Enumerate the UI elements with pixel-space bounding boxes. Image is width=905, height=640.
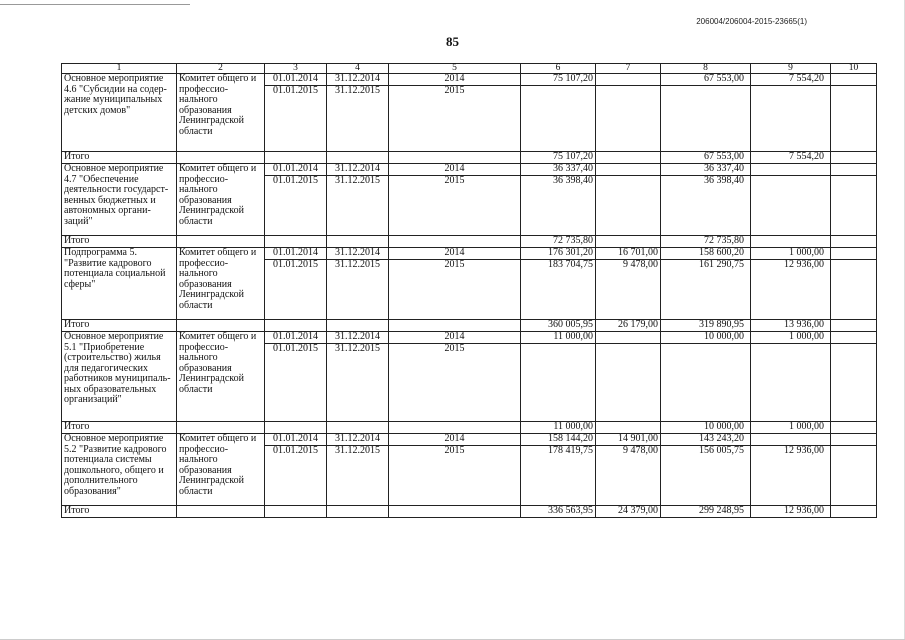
- total-other: [831, 236, 877, 248]
- column-header: 6: [521, 64, 596, 74]
- total-label: Итого: [62, 236, 177, 248]
- total-amount: 336 563,95: [521, 506, 596, 518]
- amount-federal: [596, 164, 661, 176]
- start-date: 01.01.2014: [265, 332, 327, 344]
- total-row: [62, 320, 877, 332]
- table-row: [62, 164, 877, 176]
- amount-total: 176 301,20: [521, 248, 596, 260]
- start-date: 01.01.2015: [265, 86, 327, 152]
- amount-local: [751, 344, 831, 422]
- amount-total: 158 144,20: [521, 434, 596, 446]
- column-header: 9: [751, 64, 831, 74]
- responsible-org: Комитет общего и профессио-нального образования Ленинградской области: [177, 332, 265, 422]
- empty-cell: [177, 422, 265, 434]
- amount-total: 36 337,40: [521, 164, 596, 176]
- empty-cell: [389, 320, 521, 332]
- empty-cell: [389, 152, 521, 164]
- amount-local: [751, 86, 831, 152]
- total-federal: 24 379,00: [596, 506, 661, 518]
- measure-name: Основное мероприятие 4.7 "Обеспечение деятельности государст-венных бюджетных и автономных органи-заций": [62, 164, 177, 236]
- amount-total: [521, 344, 596, 422]
- document-id: 206004/206004-2015-23665(1): [696, 17, 807, 26]
- table-row: [62, 332, 877, 344]
- year: 2015: [389, 176, 521, 236]
- year: 2015: [389, 344, 521, 422]
- end-date: 31.12.2014: [327, 74, 389, 86]
- amount-regional: 36 398,40: [661, 176, 751, 236]
- total-amount: 11 000,00: [521, 422, 596, 434]
- empty-cell: [265, 506, 327, 518]
- amount-regional: 143 243,20: [661, 434, 751, 446]
- total-local: 1 000,00: [751, 422, 831, 434]
- total-other: [831, 320, 877, 332]
- total-label: Итого: [62, 506, 177, 518]
- table-row: [62, 434, 877, 446]
- column-header: 5: [389, 64, 521, 74]
- year: 2014: [389, 332, 521, 344]
- column-header: 1: [62, 64, 177, 74]
- column-header: 8: [661, 64, 751, 74]
- empty-cell: [177, 236, 265, 248]
- end-date: 31.12.2015: [327, 86, 389, 152]
- total-regional: 299 248,95: [661, 506, 751, 518]
- amount-federal: [596, 86, 661, 152]
- amount-total: 75 107,20: [521, 74, 596, 86]
- total-federal: 26 179,00: [596, 320, 661, 332]
- amount-regional: 67 553,00: [661, 74, 751, 86]
- amount-federal: 16 701,00: [596, 248, 661, 260]
- amount-regional: [661, 344, 751, 422]
- start-date: 01.01.2015: [265, 176, 327, 236]
- total-row: [62, 422, 877, 434]
- column-header: 10: [831, 64, 877, 74]
- total-row: [62, 236, 877, 248]
- total-other: [831, 422, 877, 434]
- amount-total: 11 000,00: [521, 332, 596, 344]
- amount-total: 183 704,75: [521, 260, 596, 320]
- empty-cell: [389, 422, 521, 434]
- amount-other: [831, 434, 877, 446]
- responsible-org: Комитет общего и профессио-нального образования Ленинградской области: [177, 248, 265, 320]
- amount-other: [831, 176, 877, 236]
- amount-local: [751, 164, 831, 176]
- total-regional: 67 553,00: [661, 152, 751, 164]
- total-local: 12 936,00: [751, 506, 831, 518]
- year: 2015: [389, 260, 521, 320]
- amount-local: 12 936,00: [751, 260, 831, 320]
- total-amount: 75 107,20: [521, 152, 596, 164]
- empty-cell: [327, 152, 389, 164]
- total-row: [62, 152, 877, 164]
- measure-name: Основное мероприятие 5.1 "Приобретение (строительство) жилья для педагогических работников муниципаль-ных образовательных организаций": [62, 332, 177, 422]
- responsible-org: Комитет общего и профессио-нального образования Ленинградской области: [177, 434, 265, 506]
- amount-other: [831, 248, 877, 260]
- total-local: [751, 236, 831, 248]
- amount-federal: [596, 332, 661, 344]
- start-date: 01.01.2014: [265, 74, 327, 86]
- empty-cell: [265, 320, 327, 332]
- year: 2014: [389, 74, 521, 86]
- responsible-org: Комитет общего и профессио-нального образования Ленинградской области: [177, 164, 265, 236]
- responsible-org: Комитет общего и профессио-нального образования Ленинградской области: [177, 74, 265, 152]
- end-date: 31.12.2015: [327, 446, 389, 506]
- amount-local: [751, 176, 831, 236]
- year: 2014: [389, 434, 521, 446]
- amount-local: [751, 434, 831, 446]
- end-date: 31.12.2014: [327, 434, 389, 446]
- amount-other: [831, 164, 877, 176]
- end-date: 31.12.2015: [327, 260, 389, 320]
- amount-local: 1 000,00: [751, 248, 831, 260]
- amount-federal: 9 478,00: [596, 260, 661, 320]
- amount-regional: 36 337,40: [661, 164, 751, 176]
- empty-cell: [177, 320, 265, 332]
- total-label: Итого: [62, 152, 177, 164]
- start-date: 01.01.2014: [265, 434, 327, 446]
- amount-federal: [596, 344, 661, 422]
- total-other: [831, 152, 877, 164]
- amount-total: 36 398,40: [521, 176, 596, 236]
- total-label: Итого: [62, 422, 177, 434]
- empty-cell: [389, 506, 521, 518]
- year: 2014: [389, 248, 521, 260]
- table-row: [62, 74, 877, 86]
- year: 2014: [389, 164, 521, 176]
- empty-cell: [327, 320, 389, 332]
- total-label: Итого: [62, 320, 177, 332]
- amount-regional: 156 005,75: [661, 446, 751, 506]
- start-date: 01.01.2014: [265, 164, 327, 176]
- start-date: 01.01.2015: [265, 260, 327, 320]
- total-local: 7 554,20: [751, 152, 831, 164]
- amount-local: 12 936,00: [751, 446, 831, 506]
- table-row: [62, 248, 877, 260]
- total-local: 13 936,00: [751, 320, 831, 332]
- empty-cell: [265, 422, 327, 434]
- year: 2015: [389, 86, 521, 152]
- amount-regional: [661, 86, 751, 152]
- end-date: 31.12.2014: [327, 164, 389, 176]
- total-federal: [596, 152, 661, 164]
- total-regional: 72 735,80: [661, 236, 751, 248]
- measure-name: Подпрограмма 5. "Развитие кадрового потенциала социальной сферы": [62, 248, 177, 320]
- start-date: 01.01.2015: [265, 344, 327, 422]
- amount-federal: 14 901,00: [596, 434, 661, 446]
- top-rule: [0, 4, 190, 5]
- page-number: 85: [446, 34, 459, 49]
- amount-regional: 161 290,75: [661, 260, 751, 320]
- year: 2015: [389, 446, 521, 506]
- amount-other: [831, 344, 877, 422]
- total-other: [831, 506, 877, 518]
- amount-other: [831, 74, 877, 86]
- amount-total: [521, 86, 596, 152]
- end-date: 31.12.2014: [327, 332, 389, 344]
- amount-regional: 10 000,00: [661, 332, 751, 344]
- start-date: 01.01.2014: [265, 248, 327, 260]
- amount-total: 178 419,75: [521, 446, 596, 506]
- total-federal: [596, 422, 661, 434]
- measure-name: Основное мероприятие 4.6 "Субсидии на содер-жание муниципальных детских домов": [62, 74, 177, 152]
- empty-cell: [327, 422, 389, 434]
- column-header: 7: [596, 64, 661, 74]
- amount-other: [831, 446, 877, 506]
- amount-other: [831, 260, 877, 320]
- end-date: 31.12.2015: [327, 344, 389, 422]
- budget-table: [61, 63, 877, 518]
- total-amount: 72 735,80: [521, 236, 596, 248]
- amount-federal: [596, 74, 661, 86]
- empty-cell: [327, 236, 389, 248]
- empty-cell: [265, 236, 327, 248]
- measure-name: Основное мероприятие 5.2 "Развитие кадрового потенциала системы дошкольного, общего и дополнительного образования": [62, 434, 177, 506]
- amount-regional: 158 600,20: [661, 248, 751, 260]
- amount-other: [831, 332, 877, 344]
- amount-federal: 9 478,00: [596, 446, 661, 506]
- total-amount: 360 005,95: [521, 320, 596, 332]
- column-header: 4: [327, 64, 389, 74]
- total-row: [62, 506, 877, 518]
- column-header: 3: [265, 64, 327, 74]
- empty-cell: [265, 152, 327, 164]
- empty-cell: [177, 152, 265, 164]
- header-row: [62, 64, 877, 74]
- empty-cell: [177, 506, 265, 518]
- amount-local: 1 000,00: [751, 332, 831, 344]
- end-date: 31.12.2015: [327, 176, 389, 236]
- start-date: 01.01.2015: [265, 446, 327, 506]
- total-regional: 10 000,00: [661, 422, 751, 434]
- empty-cell: [389, 236, 521, 248]
- total-federal: [596, 236, 661, 248]
- column-header: 2: [177, 64, 265, 74]
- amount-other: [831, 86, 877, 152]
- amount-federal: [596, 176, 661, 236]
- end-date: 31.12.2014: [327, 248, 389, 260]
- amount-local: 7 554,20: [751, 74, 831, 86]
- total-regional: 319 890,95: [661, 320, 751, 332]
- empty-cell: [327, 506, 389, 518]
